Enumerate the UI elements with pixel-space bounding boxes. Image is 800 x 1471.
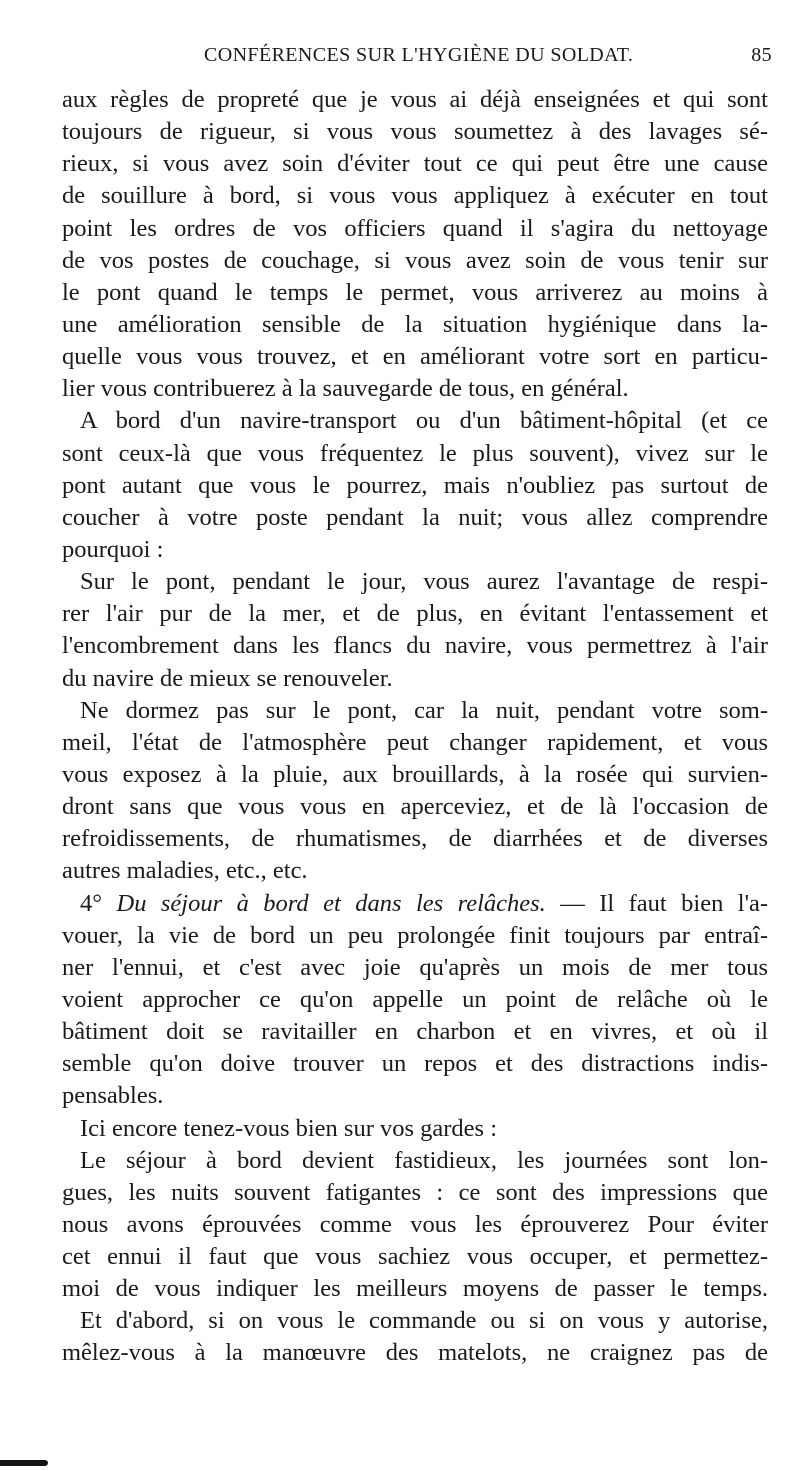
- section-text: — Il faut bien l'a-: [560, 889, 768, 917]
- text-line: Sur le pont, pendant le jour, vous aurez l'avantage de respi-: [80, 568, 768, 596]
- text-line: pensables.: [62, 1082, 164, 1110]
- page-edge-mark: [0, 1460, 48, 1466]
- text-line: l'encombrement dans les flancs du navire, vous permettrez à l'air: [62, 632, 768, 660]
- running-header: [204, 44, 772, 74]
- text-line: Le séjour à bord devient fastidieux, les journées sont lon-: [80, 1146, 768, 1174]
- text-line: toujours de rigueur, si vous vous soumettez à des lavages sé-: [62, 118, 768, 146]
- text-line: refroidissements, de rhumatismes, de diarrhées et de diverses: [62, 825, 768, 853]
- text-line: rieux, si vous avez soin d'éviter tout ce qui peut être une cause: [62, 150, 768, 178]
- running-title: CONFÉRENCES SUR L'HYGIÈNE DU SOLDAT.: [204, 44, 634, 66]
- text-line: Ne dormez pas sur le pont, car la nuit, pendant votre som-: [80, 696, 768, 724]
- text-line: nous avons éprouvées comme vous les éprouverez Pour éviter: [62, 1210, 768, 1238]
- text-line: coucher à votre poste pendant la nuit; vous allez comprendre: [62, 503, 768, 531]
- text-line: meil, l'état de l'atmosphère peut changer rapidement, et vous: [62, 728, 768, 756]
- text-line: autres maladies, etc., etc.: [62, 857, 308, 885]
- section-title: Du séjour à bord et dans les relâches.: [116, 889, 546, 917]
- text-line: aux règles de propreté que je vous ai déjà enseignées et qui sont: [62, 86, 768, 113]
- section-heading-line: [62, 888, 768, 920]
- text-line: rer l'air pur de la mer, et de plus, en évitant l'entassement et: [62, 600, 768, 628]
- text-line: cet ennui il faut que vous sachiez vous occuper, et permettez-: [62, 1243, 768, 1271]
- section-number: 4°: [80, 889, 103, 917]
- text-line: quelle vous vous trouvez, et en améliorant votre sort en particu-: [62, 343, 768, 371]
- text-line: le pont quand le temps le permet, vous arriverez au moins à: [62, 278, 768, 306]
- text-line: ner l'ennui, et c'est avec joie qu'après un mois de mer tous: [62, 953, 768, 981]
- text-line: semble qu'on doive trouver un repos et des distractions indis-: [62, 1050, 768, 1078]
- text-line: point les ordres de vos officiers quand il s'agira du nettoyage: [62, 214, 768, 242]
- text-line: une amélioration sensible de la situation hygiénique dans la-: [62, 310, 768, 338]
- text-line: vouer, la vie de bord un peu prolongée finit toujours par entraî-: [62, 921, 768, 949]
- text-line: dront sans que vous vous en aperceviez, et de là l'occasion de: [62, 793, 768, 821]
- text-line: lier vous contribuerez à la sauvegarde de tous, en général.: [62, 375, 629, 403]
- page-number: 85: [751, 44, 772, 66]
- text-line: pont autant que vous le pourrez, mais n'oubliez pas surtout de: [62, 471, 768, 499]
- text-line: sont ceux-là que vous fréquentez le plus souvent), vivez sur le: [62, 439, 768, 467]
- text-line: gues, les nuits souvent fatigantes : ce sont des impressions que: [62, 1178, 768, 1206]
- text-line: de vos postes de couchage, si vous avez soin de vous tenir sur: [62, 246, 768, 274]
- text-line: bâtiment doit se ravitailler en charbon et en vivres, et où il: [62, 1018, 768, 1046]
- text-line: Ici encore tenez-vous bien sur vos gardes :: [80, 1114, 498, 1142]
- body-text: [62, 84, 768, 1370]
- text-line: vous exposez à la pluie, aux brouillards, à la rosée qui survien-: [62, 760, 768, 788]
- text-line: pourquoi :: [62, 535, 164, 563]
- text-line: Et d'abord, si on vous le commande ou si on vous y autorise,: [80, 1307, 768, 1335]
- text-line: A bord d'un navire-transport ou d'un bâtiment-hôpital (et ce: [80, 407, 768, 435]
- text-line: de souillure à bord, si vous vous appliquez à exécuter en tout: [62, 182, 768, 210]
- text-line: voient approcher ce qu'on appelle un point de relâche où le: [62, 985, 768, 1013]
- text-line: mêlez-vous à la manœuvre des matelots, ne craignez pas de: [62, 1339, 768, 1367]
- text-line: du navire de mieux se renouveler.: [62, 664, 393, 692]
- text-line: moi de vous indiquer les meilleurs moyens de passer le temps.: [62, 1275, 768, 1303]
